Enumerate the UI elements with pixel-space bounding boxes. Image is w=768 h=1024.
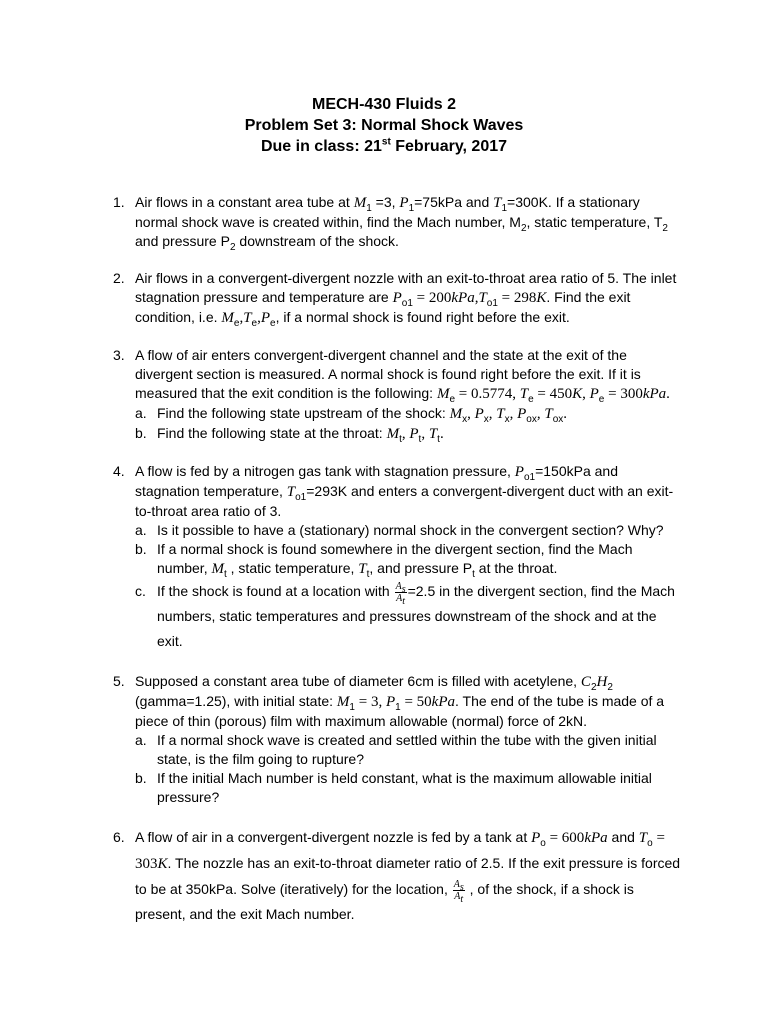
math-var: M: [211, 561, 224, 577]
math-var: M: [449, 406, 463, 422]
problem-1: [113, 193, 683, 251]
math-sub: e: [251, 317, 258, 329]
math-comma: ,: [488, 406, 497, 422]
sub-question-b: [135, 540, 683, 579]
problem-4: [113, 462, 683, 654]
text: , static temperature,: [226, 560, 359, 576]
math-value: = 450: [533, 386, 573, 402]
text: A flow of air enters convergent-divergent channel and the state at the exit of the divergent section is measured. A normal shock is found right before the exit. If it is measured that the exit condition is the following:: [135, 347, 641, 401]
problem-body: [135, 462, 683, 521]
text: , and pressure P: [369, 560, 473, 576]
math-var: T: [496, 406, 505, 422]
math-sub: t: [366, 568, 370, 580]
math-value: = 600: [545, 830, 585, 846]
text: , of the shock, if a shock is present, and the exit Mach number.: [135, 881, 634, 922]
text: Air flows in a constant area tube at: [135, 194, 354, 210]
text: If the initial Mach number is held constant, what is the maximum allowable initial pressure?: [157, 770, 652, 805]
text: If a normal shock wave is created and settled within the tube with the given initial state, is the film going to rupture?: [157, 732, 657, 767]
math-sub: e: [233, 317, 240, 329]
text: =300K. If a stationary normal shock wave is created within, find the Mach number, M: [135, 194, 640, 230]
math-var: T: [519, 386, 529, 402]
math-sub: o1: [401, 297, 413, 309]
math-var: P: [589, 386, 599, 402]
text: Supposed a constant area tube of diameter 6cm is filled with acetylene,: [135, 673, 581, 689]
text: . The nozzle has an exit-to-throat diameter ratio of 2.5. If the exit pressure is forced to be at 350kPa. Solve (iteratively) for the location,: [135, 855, 681, 897]
math-unit: kPa: [584, 830, 608, 846]
frac-num-sub: s: [401, 583, 406, 595]
problem-number: 5.: [113, 673, 125, 689]
problem-number: 2.: [113, 270, 125, 286]
math-var: H: [596, 674, 608, 690]
math-sub: 2: [590, 681, 597, 693]
math-sub: e: [270, 317, 276, 329]
math-end: .: [666, 386, 670, 402]
frac-den-sub: t: [402, 595, 406, 607]
math-var: C: [580, 674, 591, 690]
math-value: = 0.5774,: [455, 386, 520, 402]
math-var: T: [358, 561, 367, 577]
sub-question-a: [135, 521, 683, 540]
math-value: = 303: [135, 830, 665, 872]
math-unit: kPa: [642, 386, 667, 402]
problem-number: 3.: [113, 347, 125, 363]
sub-question-list: [135, 731, 683, 807]
text: A flow of air in a convergent-divergent nozzle is fed by a tank at: [135, 829, 532, 845]
math-sub: 2: [229, 241, 236, 253]
text: A flow is fed by a nitrogen gas tank with stagnation pressure,: [135, 463, 515, 479]
math-sub: t: [437, 433, 440, 445]
frac-den: A: [454, 890, 461, 902]
due-sup: st: [381, 136, 391, 148]
math-var: T: [638, 830, 648, 846]
math-sub: 1: [395, 701, 401, 713]
math-sub: x: [483, 413, 489, 425]
text: If the shock is found at a location with: [157, 583, 394, 599]
math-sub: ox: [552, 413, 564, 425]
math-var: T: [286, 484, 296, 500]
math-var: P: [517, 406, 527, 422]
math-var: M: [436, 386, 450, 402]
sub-label: a.: [135, 732, 147, 748]
sub-label: b.: [135, 541, 147, 557]
math-unit: kPa: [431, 694, 455, 710]
math-var: P: [531, 830, 541, 846]
math-unit: K: [572, 386, 583, 402]
math-sub: 1: [501, 202, 508, 214]
text: , if a normal shock is found right before the exit.: [275, 309, 570, 325]
problem-3: [113, 346, 683, 444]
math-var: T: [544, 406, 553, 422]
text: =75kPa and: [414, 194, 494, 210]
math-sub: 2: [520, 222, 527, 234]
math-sub: 2: [662, 222, 668, 234]
text: , static temperature, T: [526, 214, 663, 230]
text: . Find the exit condition, i.e.: [135, 289, 631, 325]
math-var: M: [221, 310, 234, 326]
math-var: P: [260, 310, 271, 326]
math-sub: o1: [295, 491, 307, 503]
math-var: P: [474, 406, 484, 422]
math-sub: e: [598, 393, 605, 405]
frac-num: A: [395, 580, 402, 592]
problem-body: [135, 346, 683, 404]
problem-6: [113, 825, 683, 927]
math-end: .: [563, 406, 568, 422]
problem-2: [113, 269, 683, 328]
math-comma: ,: [582, 386, 590, 402]
problem-5: [113, 672, 683, 807]
math-sub: t: [418, 433, 422, 445]
text: . The end of the tube is made of a piece of thin (porous) film with maximum allowable (normal) force of 2kN.: [135, 693, 665, 729]
math-value: = 3,: [354, 694, 386, 710]
text: Is it possible to have a (stationary) normal shock in the convergent section? Why?: [157, 522, 664, 538]
frac-num-sub: s: [459, 881, 464, 893]
math-var: P: [392, 290, 402, 306]
text: and pressure P: [135, 233, 230, 249]
math-var: P: [399, 195, 409, 211]
sub-question-list: [135, 404, 683, 444]
text: Find the following state at the throat:: [157, 425, 387, 441]
math-sub: t: [223, 568, 227, 580]
frac-den-sub: t: [460, 893, 464, 905]
math-comma: ,: [536, 406, 545, 422]
problem-list: [113, 193, 683, 945]
math-sub: o: [647, 837, 653, 849]
math-var: P: [514, 464, 524, 480]
math-var: T: [428, 426, 438, 442]
text: and: [607, 829, 639, 845]
math-var: P: [409, 426, 419, 442]
problem-number: 1.: [113, 194, 125, 210]
sub-label: a.: [135, 405, 147, 421]
due-suffix: February, 2017: [390, 138, 508, 155]
math-unit: kPa: [451, 290, 475, 306]
problem-number: 6.: [113, 829, 125, 845]
sub-question-c: [135, 579, 683, 654]
math-comma: ,: [509, 406, 518, 422]
math-comma: ,: [467, 406, 475, 422]
text: Air flows in a convergent-divergent nozzle with an exit-to-throat area ratio of 5. The inlet stagnation pressure and temperature are: [135, 270, 677, 305]
math-var: M: [386, 426, 400, 442]
area-ratio-fraction: [453, 878, 465, 905]
sub-label: c.: [135, 583, 146, 599]
text: =3,: [371, 194, 400, 210]
problem-body: [135, 672, 683, 731]
math-sub: 2: [607, 681, 613, 693]
sub-label: a.: [135, 522, 147, 538]
text: =293K and enters a convergent-divergent duct with an exit-to-throat area ratio of 3.: [135, 483, 674, 519]
course-title: MECH-430 Fluids 2: [311, 96, 457, 113]
text: Find the following state upstream of the shock:: [157, 405, 450, 421]
sub-question-a: [135, 731, 683, 769]
math-var: T: [493, 195, 502, 211]
math-sub: x: [504, 413, 510, 425]
math-value: = 300: [604, 386, 643, 402]
sub-label: b.: [135, 770, 147, 786]
math-unit: K: [536, 290, 547, 306]
sub-question-a: [135, 404, 683, 424]
sub-question-b: [135, 769, 683, 807]
math-var: M: [353, 195, 367, 211]
text: If a normal shock is found somewhere in the divergent section, find the Mach number,: [157, 541, 633, 576]
math-comma: ,: [474, 290, 479, 306]
math-sub: 1: [366, 202, 372, 214]
math-var: P: [385, 694, 396, 710]
math-sub: x: [462, 413, 468, 425]
math-sub: t: [472, 568, 475, 580]
math-value: = 298: [497, 290, 537, 306]
math-sub: 1: [349, 701, 355, 713]
math-sub: o: [540, 837, 546, 849]
header: [0, 94, 768, 157]
math-var: M: [336, 694, 350, 710]
sub-question-list: [135, 521, 683, 654]
text: downstream of the shock.: [235, 233, 399, 249]
math-value: = 50: [400, 694, 432, 710]
math-end: .: [439, 426, 444, 442]
math-comma: ,: [257, 310, 261, 326]
math-var: T: [478, 290, 487, 306]
math-sub: ox: [526, 413, 537, 425]
text: =150kPa and stagnation temperature,: [135, 463, 618, 499]
area-ratio-fraction: [395, 580, 407, 607]
sub-question-b: [135, 424, 683, 444]
frac-num: A: [453, 878, 460, 890]
problem-set-title: Problem Set 3: Normal Shock Waves: [244, 117, 524, 134]
problem-number: 4.: [113, 463, 125, 479]
math-sub: t: [399, 433, 402, 445]
math-comma: ,: [421, 426, 429, 442]
sub-label: b.: [135, 425, 147, 441]
math-sub: o1: [486, 297, 498, 309]
math-sub: 1: [408, 202, 415, 214]
due-prefix: Due in class: 21: [260, 138, 382, 155]
due-date: [0, 136, 768, 157]
math-comma: ,: [401, 426, 410, 442]
math-comma: ,: [239, 310, 244, 326]
math-sub: o1: [523, 471, 536, 483]
math-unit: K: [157, 856, 168, 872]
math-sub: e: [449, 393, 456, 405]
text: =2.5 in the divergent section, find the Mach numbers, static temperatures and pressures downstream of the shock and at the exit.: [157, 583, 675, 649]
text: at the throat.: [474, 560, 558, 576]
math-var: T: [243, 310, 252, 326]
frac-den: A: [396, 592, 403, 604]
text: (gamma=1.25), with initial state:: [135, 693, 337, 709]
math-sub: e: [528, 393, 534, 405]
math-value: = 200: [412, 290, 452, 306]
